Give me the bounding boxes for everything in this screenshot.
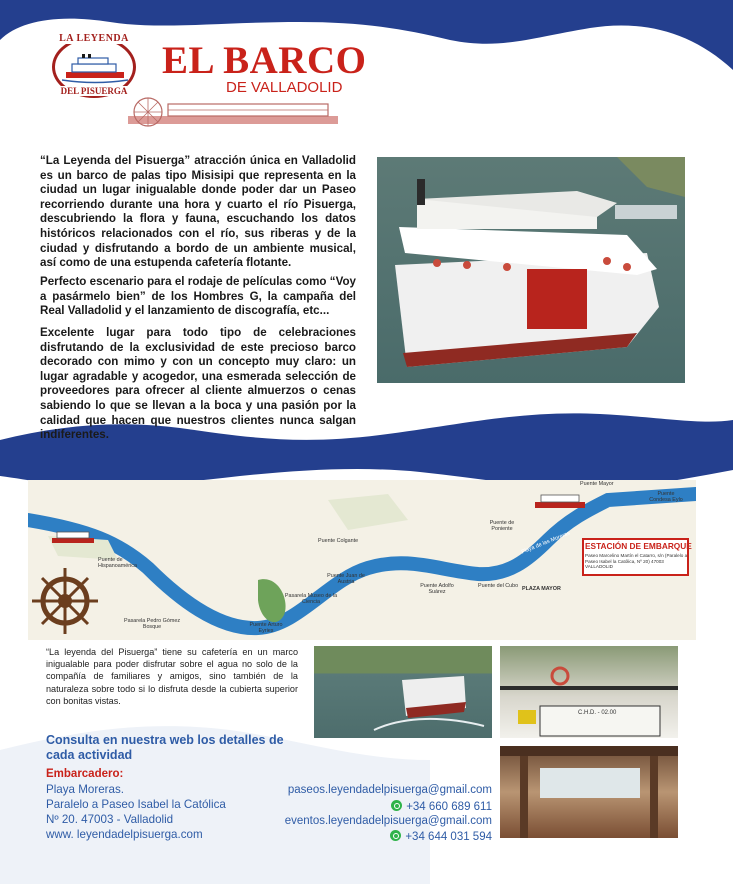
interior-photo [500,746,678,838]
map-label-cubo: Puente del Cubo [478,583,519,589]
map-small-boat-icon [52,530,94,546]
title-boat-sketch [128,94,338,134]
phone-1[interactable] [391,800,492,813]
river-label: Playa de las Moreras [520,530,571,556]
map-label-adolfo: Puente Adolfo Suárez [420,583,454,595]
embarcadero-line-1: Playa Moreras. [46,783,124,796]
intro-paragraph-3: Excelente lugar para todo tipo de celebraciones disfrutando de la exclusividad de este precioso barco decorado con mimo y con un concepto muy claro: un lugar agradable y acogedor, una esmerada selección de proveedores para ofrecer al cliente almuerzos o cenas sabiendo lo que se llevan a la boca y una pasión por la calidad que hacen que nuestros clientes nunca salgan indiferentes. [40,326,356,442]
intro-paragraph-1: “La Leyenda del Pisuerga” atracción única en Valladolid es un barco de palas tipo Misisipi que representa en la ciudad un lugar inigualable donde poder dar un Paseo recorriendo durante una hora y cuarto el río Pisuerga, descubriendo la flora y fauna, escuchando los datos históricos relacionados con el río, sus riberas y de la ciudad y disfrutando a bordo de un ambiente musical, así como de una estupenda cafetería flotante. [40,154,356,270]
whatsapp-icon [390,830,401,841]
whatsapp-icon [391,800,402,811]
map-label-poniente: Puente de Poniente [489,520,515,532]
deck-photo-label: C.H.D. - 02.00 [578,710,617,716]
boarding-station-title: ESTACIÓN DE EMBARQUE [585,541,692,551]
phone-2[interactable] [390,830,492,843]
embarcadero-line-2: Paralelo a Paseo Isabel la Católica [46,798,226,811]
map-label-museo: Pasarela Museo de la Ciencia [284,593,338,605]
boarding-station-address: Paseo Marcelino Martín el Catarro, s/n (Paralelo a Paseo Isabel la Católica, Nº 20) 47003 VALLADOLID [585,553,688,570]
email-eventos-link[interactable]: eventos.leyendadelpisuerga@gmail.com [284,815,492,827]
cafe-paragraph: “La leyenda del Pisuerga” tiene su cafetería en un marco inigualable para poder disfrutar sobre el agua no solo de la compañía de familiares y amigos, sino también de la naturaleza sobre todo si lo disfruta desde la cubierta superior con bonitas vistas. [46,647,298,706]
map-label-pedro: Pasarela Pedro Gómez Bosque [123,618,181,630]
logo-boat-icon [62,54,128,84]
river-boat-photo [314,646,492,738]
boat-illustration [377,157,685,383]
map-label-colgante: Puente Colgante [318,538,359,544]
deck-photo [500,646,678,738]
embarcadero-title: Embarcadero: [46,768,124,780]
page-subtitle: DE VALLADOLID [226,79,343,96]
embarcadero-line-3: Nº 20. 47003 - Valladolid [46,813,174,826]
map-label-hispanoamerica: Puente de Hispanoamérica [98,557,137,569]
map-label-mayor: Puente Mayor [580,481,614,487]
intro-paragraph-2: Perfecto escenario para el rodaje de películas como “Voy a pasármelo bien” de los Hombres G, la campaña del Real Valladolid y el lanzamiento de discografía, etc... [40,275,356,318]
interior-illustration [500,746,678,838]
website-link[interactable]: www. leyendadelpisuerga.com [46,828,203,841]
map-label-juan: Puente Juan de Austria [327,573,365,585]
boat-photo [377,157,685,383]
map-boat-icon [535,492,585,512]
deck-illustration [500,646,678,738]
river-boat-illustration [314,646,492,738]
map-label-condesa: Puente Condesa Eylo [649,491,683,503]
logo-bottom-text: DEL PISUERGA [58,86,130,96]
map-label-arturo: Puente Arturo Eyries [249,622,283,634]
ship-wheel-icon [30,566,100,636]
phone-1-text: +34 660 689 611 [406,801,492,813]
email-paseos-link[interactable]: paseos.leyendadelpisuerga@gmail.com [287,784,492,796]
page-title: EL BARCO [162,39,367,82]
logo-top-text: LA LEYENDA [59,33,129,44]
phone-2-text: +34 644 031 594 [405,831,492,843]
consulta-heading: Consulta en nuestra web los detalles de cada actividad [46,733,284,762]
map-label-plaza: PLAZA MAYOR [522,586,561,592]
